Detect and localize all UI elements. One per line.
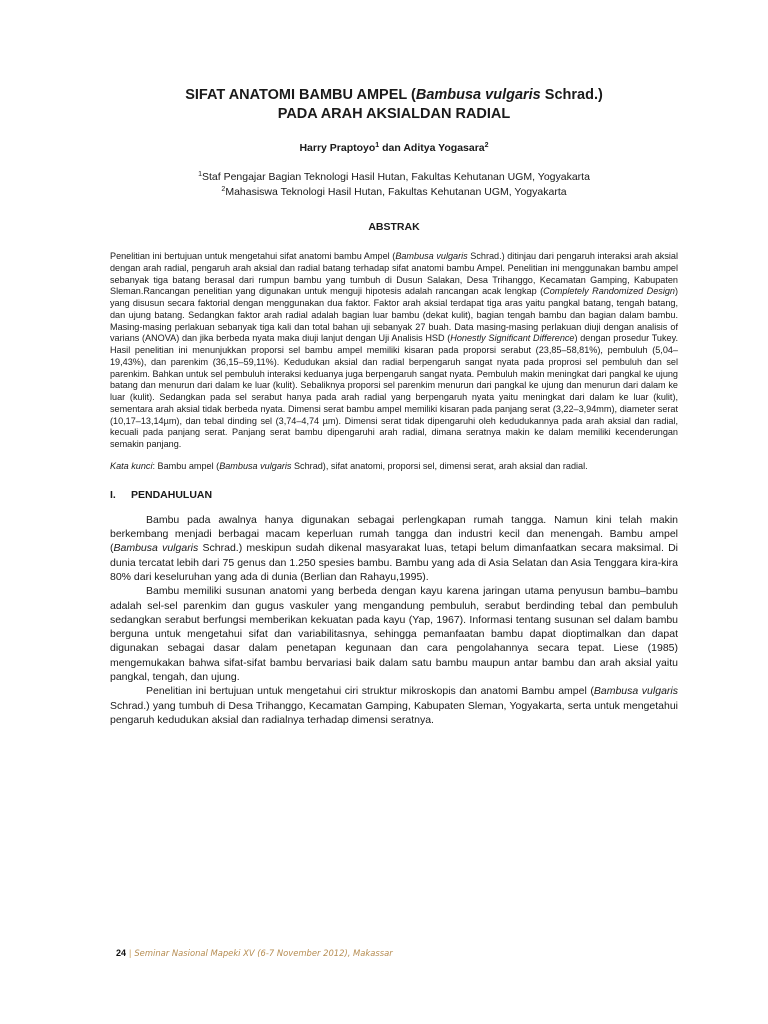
p3-text-a: Penelitian ini bertujuan untuk mengetahui ciri struktur mikroskopis dan anatomi Bambu ampel ( — [146, 685, 594, 698]
title-species-name: Bambusa vulgaris — [415, 87, 541, 103]
title-line1-suffix: Schrad.) — [540, 87, 603, 103]
p3-text-b: Schrad.) yang tumbuh di Desa Trihanggo, Kecamatan Gamping, Kabupaten Sleman, Yogyakarta, serta untuk mengetahui pengaruh kedudukan aksial dan radialnya terhadap dimensi seratnya. — [110, 699, 678, 726]
paper-page — [110, 86, 678, 727]
abstract-species-name: Bambusa vulgaris — [395, 251, 468, 261]
author-connector: dan — [379, 142, 404, 154]
keywords-line — [110, 460, 678, 472]
abstract-paragraph — [110, 251, 678, 451]
abstract-hsd-term: Honestly Significant Difference — [450, 333, 575, 344]
affiliations — [110, 170, 678, 200]
title-line2: PADA ARAH AKSIALDAN RADIAL — [277, 106, 511, 122]
author-2-affil-marker: 2 — [484, 142, 489, 149]
page-number: 24 — [116, 948, 127, 958]
keywords-text-1: : Bambu ampel ( — [152, 460, 220, 471]
body-paragraph-1 — [110, 513, 678, 584]
affiliation-2 — [110, 185, 678, 200]
section-title: PENDAHULUAN — [131, 488, 213, 501]
conference-name: Seminar Nasional Mapeki XV (6-7 November 2012), Makassar — [134, 948, 393, 958]
p1-species-name: Bambusa vulgaris — [113, 542, 199, 555]
author-1: Harry Praptoyo — [299, 142, 376, 154]
author-line — [110, 142, 678, 154]
body-paragraph-2: Bambu memiliki susunan anatomi yang berbeda dengan kayu karena jaringan utama penyusun bambu–bambu adalah sel-sel parenkim dan gugus vaskuler yang mengandung pembuluh, serabut berdinding tebal dan pembuluh sedangkan serabut berfungsi memberikan kekuatan pada kayu (Yap, 1967). Informasi tentang susunan sel dalam bambu berguna untuk mengetahui sifat dan variabilitasnya, sehingga pemanfaatan bambu dapat dioptimalkan dan dapat digunakan sebagai dasar dalam penetapan kegunaan dan cara pengolahannya secara tepat. Liese (1985) mengemukakan bahwa sifat-sifat bambu bervariasi baik dalam satu bambu maupun antar bambu dan arah aksial yaitu pangkal, tengah, dan ujung. — [110, 585, 678, 684]
affiliation-2-text: Mahasiswa Teknologi Hasil Hutan, Fakultas Kehutanan UGM, Yogyakarta — [225, 186, 567, 198]
affiliation-2-marker: 2 — [221, 186, 226, 193]
abstract-text-2: Schrad.) ditinjau dari pengaruh interaksi arah aksial dengan arah radial, pengaruh arah aksial dan radial batang terhadap sifat anatomi bambu Ampel. Penelitian ini menggunakan bambu ampel sebanyak tiga batang berasal dari rumpun bambu yang tumbuh di Dusun Salakan, Desa Trihanggo, Kecamatan Gamping, Kabupaten Sleman.Rancangan penelitian yang digunakan untuk menguji hipotesis adalah rancangan acak lengkap ( — [110, 251, 678, 297]
abstract-text-3: ) yang disusun secara faktorial dengan menggunakan dua faktor. Faktor arah aksial terdapat tiga aras yaitu pangkal batang, tengah batang, dan ujung batang. Sedangkan faktor arah radial adalah bagian luar bambu (dekat kulit), bagian tengah bambu dan bagian dalam bambu. Masing-masing perlakuan sebanyak tiga kali dan total bahan uji sebanyak 27 buah. Data masing-masing perlakuan diuji dengan analisis of varians (ANOVA) dan jika berbeda nyata maka diuji lanjut dengan Uji Analisis HSD ( — [110, 286, 678, 344]
title-line1-prefix: SIFAT ANATOMI BAMBU AMPEL ( — [185, 87, 416, 103]
keywords-text-2: Schrad), sifat anatomi, proporsi sel, dimensi serat, arah aksial dan radial. — [291, 460, 588, 471]
section-body — [110, 513, 678, 727]
abstract-heading: ABSTRAK — [368, 221, 420, 233]
author-1-affil-marker: 1 — [375, 142, 380, 149]
page-footer — [116, 948, 393, 958]
p1-text-a: Bambu pada awalnya hanya digunakan sebagai perlengkapan rumah tangga. Namun kini telah makin berkembang menjadi berbagai macam keperluan rumah tangga dan industri kecil dan menengah. Bambu ampel ( — [110, 513, 678, 555]
paper-title — [110, 86, 678, 124]
abstract-design-term: Completely Randomized Design — [543, 286, 675, 297]
affiliation-1-text: Staf Pengajar Bagian Teknologi Hasil Hutan, Fakultas Kehutanan UGM, Yogyakarta — [201, 171, 590, 183]
abstract-text-4: ) dengan prosedur Tukey. Hasil penelitian ini menunjukkan proporsi sel bambu ampel memiliki kisaran pada proporsi serabut (23,85–58,81%), pembuluh (5,04–19,43%), dan parenkim (36,15–59,11%). Kedudukan aksial dan radial berpengaruh sangat nyata pada proprosi sel pembuluh dan sel parenkim. Bahkan untuk sel pembuluh interaksi keduanya juga berpengaruh sangat nyata. Pembuluh makin meningkat dari pangkal ke ujung batang dan menurun dari dalam ke luar (kulit). Sebaliknya proporsi sel parenkim menurun dari pangkal ke ujung dan menurun dari dalam ke luar (kulit). Sedangkan pada sel serabut hanya pada arah radial yang berpengaruh nyata yaitu meningkat dari dalam ke luar (kulit), sementara arah aksial tidak berbeda nyata. Dimensi serat bambu ampel memiliki kisaran pada panjang serat (3,22–3,94mm), diameter serat (10,17–13,14µm), dan tebal dinding sel (3,74–4,74 µm). Dimensi serat tidak dipengaruhi oleh kedudukannya pada arah aksial dan radial, kecuali pada panjang serat. Panjang serat bambu dipengaruhi arah radial, dimana seratnya makin ke dalam memiliki kecenderungan semakin panjang. — [110, 333, 678, 449]
p3-species-name: Bambusa vulgaris — [593, 685, 678, 698]
affiliation-1 — [110, 170, 678, 185]
p1-text-b: Schrad.) meskipun sudah dikenal masyarakat luas, tetapi belum dimanfaatkan secara maksimal. Di dunia tercatat lebih dari 75 genus dan 1.250 spesies bambu. Bambu yang ada di Asia Selatan dan Asia Tenggara kira-kira 80% dari keseluruhan yang ada di dunia (Berlian dan Rahayu,1995). — [110, 542, 678, 583]
footer-separator: | — [129, 948, 132, 958]
affiliation-1-marker: 1 — [198, 171, 202, 178]
author-2: Aditya Yogasara — [403, 142, 485, 154]
keywords-label: Kata kunci — [110, 460, 153, 471]
keywords-species-name: Bambusa vulgaris — [219, 460, 292, 471]
section-heading — [110, 489, 678, 501]
section-number: I. — [110, 488, 116, 501]
body-paragraph-3 — [110, 684, 678, 727]
abstract-text-1: Penelitian ini bertujuan untuk mengetahui sifat anatomi bambu Ampel ( — [110, 251, 396, 261]
abstract-body — [110, 251, 678, 451]
